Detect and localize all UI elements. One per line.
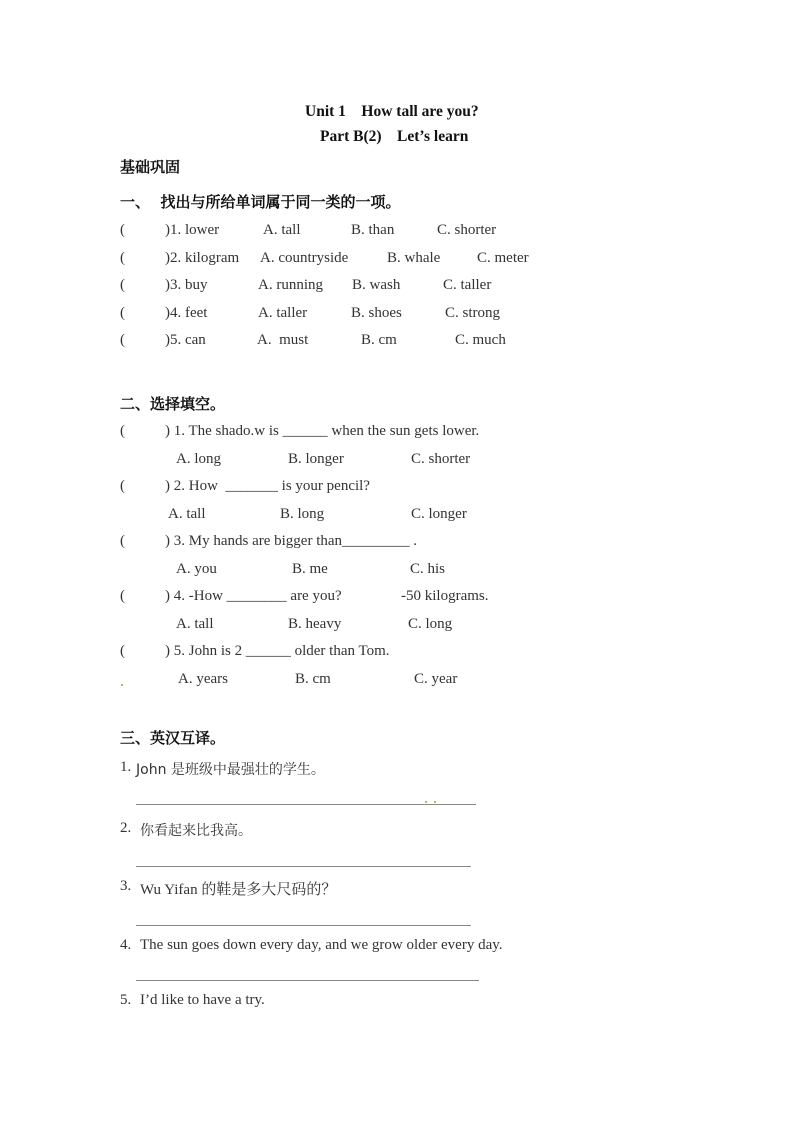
option-c: C. taller	[443, 277, 492, 293]
answer-line-3[interactable]	[136, 925, 471, 926]
answer-paren[interactable]: (	[120, 588, 125, 604]
s2-q5-options	[120, 671, 580, 691]
s1-item-2	[120, 250, 580, 270]
answer-paren[interactable]: (	[120, 332, 125, 348]
s3-item-4	[120, 937, 580, 957]
item-text: 你看起来比我高。	[140, 823, 252, 839]
item-text: The sun goes down every day, and we grow older every day.	[140, 937, 503, 953]
item-stem: )3. buy	[165, 277, 208, 293]
s2-q1	[120, 423, 580, 443]
speck-mark	[121, 684, 123, 686]
option-b: B. cm	[295, 671, 331, 687]
answer-line-1[interactable]	[136, 804, 476, 805]
s2-q3-options	[120, 561, 580, 581]
option-c: C. much	[455, 332, 506, 348]
item-stem: )5. can	[165, 332, 206, 348]
question-text: ) 2. How _______ is your pencil?	[165, 478, 370, 494]
option-a: A. you	[176, 561, 217, 577]
s2-q2-options	[120, 506, 580, 526]
item-stem: )1. lower	[165, 222, 220, 238]
section-subtitle: 基础巩固	[120, 158, 181, 176]
question-text: ) 1. The shado.w is ______ when the sun gets lower.	[165, 423, 480, 439]
option-c: C. strong	[445, 305, 501, 321]
item-number: 5.	[120, 992, 132, 1008]
option-a: A. running	[258, 277, 323, 293]
s1-item-5	[120, 332, 580, 352]
option-c: C. long	[408, 616, 453, 632]
s3-item-2	[120, 820, 580, 840]
option-b: B. long	[280, 506, 325, 522]
option-b: B. me	[292, 561, 328, 577]
s2-q3	[120, 533, 580, 553]
s3-item-5	[120, 992, 580, 1012]
option-c: C. meter	[477, 250, 529, 266]
s3-item-3	[120, 878, 580, 898]
s1-item-1	[120, 222, 580, 242]
option-b: B. wash	[352, 277, 401, 293]
answer-line-4[interactable]	[136, 980, 479, 981]
option-c: C. year	[414, 671, 458, 687]
option-b: B. longer	[288, 451, 344, 467]
question-text: ) 3. My hands are bigger than_________ .	[165, 533, 418, 549]
s1-item-3	[120, 277, 580, 297]
answer-paren[interactable]: (	[120, 423, 125, 439]
option-a: A. tall	[176, 616, 214, 632]
item-text: John 是班级中最强壮的学生。	[136, 762, 325, 778]
item-text: Wu Yifan 的鞋是多大尺码的？	[140, 882, 337, 898]
speck-mark	[425, 801, 427, 803]
answer-paren[interactable]: (	[120, 277, 125, 293]
answer-paren[interactable]: (	[120, 250, 125, 266]
s2-q4	[120, 588, 580, 608]
option-b: B. heavy	[288, 616, 342, 632]
option-a: A. must	[257, 332, 309, 348]
item-number: 2.	[120, 820, 132, 836]
answer-note: -50 kilograms.	[401, 588, 489, 604]
option-a: A. tall	[263, 222, 301, 238]
title-part: Part B(2) Let’s learn	[320, 128, 469, 145]
option-a: A. tall	[168, 506, 206, 522]
item-text: I’d like to have a try.	[140, 992, 265, 1008]
speck-mark	[434, 801, 436, 803]
option-c: C. his	[410, 561, 446, 577]
s2-q2	[120, 478, 580, 498]
option-c: C. shorter	[411, 451, 471, 467]
section2-heading: 二、选择填空。	[120, 395, 226, 413]
answer-paren[interactable]: (	[120, 478, 125, 494]
answer-paren[interactable]: (	[120, 305, 125, 321]
question-text: ) 5. John is 2 ______ older than Tom.	[165, 643, 390, 659]
item-number: 4.	[120, 937, 132, 953]
s2-q4-options	[120, 616, 580, 636]
option-c: C. longer	[411, 506, 467, 522]
option-b: B. whale	[387, 250, 441, 266]
option-c: C. shorter	[437, 222, 497, 238]
answer-line-2[interactable]	[136, 866, 471, 867]
title-unit: Unit 1 How tall are you?	[305, 103, 479, 120]
question-text: ) 4. -How ________ are you?	[165, 588, 342, 604]
option-a: A. countryside	[260, 250, 349, 266]
section1-heading: 一、 找出与所给单词属于同一类的一项。	[120, 193, 401, 211]
answer-paren[interactable]: (	[120, 533, 125, 549]
s2-q5	[120, 643, 580, 663]
option-b: B. cm	[361, 332, 397, 348]
section3-heading: 三、英汉互译。	[120, 729, 226, 747]
s1-item-4	[120, 305, 580, 325]
s3-item-1	[120, 759, 580, 779]
option-b: B. than	[351, 222, 395, 238]
item-stem: )4. feet	[165, 305, 208, 321]
option-a: A. years	[178, 671, 228, 687]
answer-paren[interactable]: (	[120, 643, 125, 659]
option-b: B. shoes	[351, 305, 402, 321]
item-stem: )2. kilogram	[165, 250, 240, 266]
answer-paren[interactable]: (	[120, 222, 125, 238]
item-number: 1.	[120, 759, 132, 775]
item-number: 3.	[120, 878, 132, 894]
option-a: A. long	[176, 451, 221, 467]
s2-q1-options	[120, 451, 580, 471]
option-a: A. taller	[258, 305, 308, 321]
